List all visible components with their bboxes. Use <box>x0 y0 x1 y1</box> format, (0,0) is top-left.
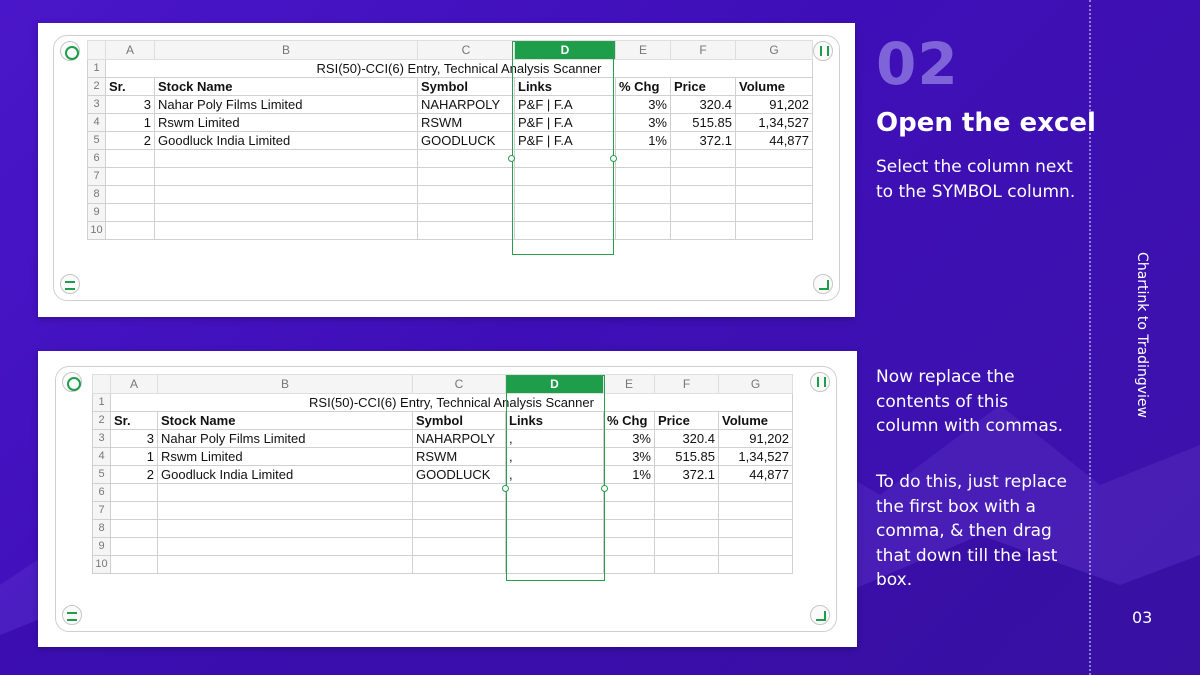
cell[interactable] <box>155 222 418 240</box>
cell[interactable]: P&F | F.A <box>515 132 616 150</box>
cell[interactable] <box>719 502 793 520</box>
cell[interactable]: 320.4 <box>655 430 719 448</box>
table-row <box>88 186 813 204</box>
cell[interactable] <box>604 484 655 502</box>
cell[interactable]: 3 <box>106 96 155 114</box>
column-header-row <box>93 375 793 394</box>
header-cell[interactable]: Price <box>655 412 719 430</box>
comma-cell[interactable]: , <box>506 466 604 484</box>
column-header-g[interactable]: G <box>719 375 793 394</box>
cell[interactable] <box>655 556 719 574</box>
table-row <box>88 114 813 132</box>
cell[interactable] <box>111 556 158 574</box>
column-header-f[interactable]: F <box>655 375 719 394</box>
cell[interactable]: 515.85 <box>671 114 736 132</box>
cell[interactable] <box>111 538 158 556</box>
cell[interactable] <box>158 484 413 502</box>
cell[interactable] <box>111 484 158 502</box>
cell[interactable]: 3% <box>616 114 671 132</box>
cell[interactable] <box>719 538 793 556</box>
resize-corner-icon[interactable] <box>810 605 830 625</box>
cell[interactable] <box>418 150 515 168</box>
row-number[interactable]: 9 <box>93 538 111 556</box>
header-cell[interactable]: Links <box>506 412 604 430</box>
cell[interactable] <box>671 168 736 186</box>
cell[interactable] <box>506 556 604 574</box>
header-cell[interactable]: Price <box>671 78 736 96</box>
column-header-b[interactable]: B <box>155 41 418 60</box>
cell[interactable]: 3 <box>111 430 158 448</box>
cell[interactable]: 2 <box>111 466 158 484</box>
cell[interactable] <box>413 502 506 520</box>
cell[interactable] <box>158 538 413 556</box>
step-number: 02 <box>876 30 959 98</box>
table-row <box>88 168 813 186</box>
cell[interactable]: 44,877 <box>719 466 793 484</box>
step-heading: Open the excel <box>876 108 1096 138</box>
cell[interactable] <box>413 484 506 502</box>
cell[interactable] <box>655 538 719 556</box>
cell[interactable] <box>506 484 604 502</box>
cell[interactable]: 1% <box>616 132 671 150</box>
row-number[interactable]: 10 <box>93 556 111 574</box>
instruction-select-column: Select the column next to the SYMBOL column. <box>876 157 1076 202</box>
cell[interactable] <box>111 502 158 520</box>
column-header-a[interactable]: A <box>106 41 155 60</box>
selection-handle[interactable] <box>502 485 509 492</box>
cell[interactable] <box>413 556 506 574</box>
comma-cell[interactable]: , <box>506 430 604 448</box>
cell[interactable] <box>616 186 671 204</box>
cell[interactable] <box>418 186 515 204</box>
row-number[interactable]: 6 <box>93 484 111 502</box>
cell[interactable]: 91,202 <box>736 96 813 114</box>
header-cell[interactable]: Volume <box>719 412 793 430</box>
column-header-g[interactable]: G <box>736 41 813 60</box>
row-number[interactable]: 3 <box>93 430 111 448</box>
cell[interactable] <box>413 520 506 538</box>
header-cell[interactable]: Sr. <box>111 412 158 430</box>
cell[interactable]: 372.1 <box>671 132 736 150</box>
table-row <box>88 150 813 168</box>
cell[interactable] <box>106 204 155 222</box>
freeze-rows-icon[interactable] <box>62 605 82 625</box>
header-cell[interactable]: Symbol <box>418 78 515 96</box>
corner-cell <box>93 375 111 394</box>
table-row <box>88 222 813 240</box>
header-cell[interactable]: Links <box>515 78 616 96</box>
sheet-title-cell[interactable]: RSI(50)-CCI(6) Entry, Technical Analysis Scanner <box>111 394 793 412</box>
freeze-rows-icon[interactable] <box>60 274 80 294</box>
column-header-d-selected[interactable]: D <box>515 41 616 60</box>
cell[interactable] <box>515 222 616 240</box>
cell[interactable]: Nahar Poly Films Limited <box>155 96 418 114</box>
header-cell[interactable]: % Chg <box>604 412 655 430</box>
instruction-replace-commas: Now replace the contents of this column with commas. <box>876 367 1063 436</box>
cell[interactable] <box>106 168 155 186</box>
cell[interactable]: 91,202 <box>719 430 793 448</box>
sheet-title-cell[interactable]: RSI(50)-CCI(6) Entry, Technical Analysis Scanner <box>106 60 813 78</box>
table-row <box>93 394 793 412</box>
row-number[interactable]: 7 <box>93 502 111 520</box>
cell[interactable]: RSWM <box>418 114 515 132</box>
header-cell[interactable]: Symbol <box>413 412 506 430</box>
table-row <box>93 466 793 484</box>
dotted-divider <box>1089 0 1091 675</box>
select-all-icon[interactable] <box>62 372 82 392</box>
cell[interactable] <box>604 538 655 556</box>
column-header-f[interactable]: F <box>671 41 736 60</box>
cell[interactable] <box>515 150 616 168</box>
excel-screenshot-before <box>38 23 855 317</box>
cell[interactable] <box>604 502 655 520</box>
cell[interactable]: 1 <box>106 114 155 132</box>
freeze-columns-icon[interactable] <box>813 41 833 61</box>
column-header-e[interactable]: E <box>616 41 671 60</box>
header-cell[interactable]: Volume <box>736 78 813 96</box>
cell[interactable] <box>413 538 506 556</box>
row-number[interactable]: 7 <box>88 168 106 186</box>
column-header-b[interactable]: B <box>158 375 413 394</box>
column-header-c[interactable]: C <box>418 41 515 60</box>
cell[interactable] <box>719 556 793 574</box>
corner-cell <box>88 41 106 60</box>
row-number[interactable]: 8 <box>88 186 106 204</box>
cell[interactable]: 1,34,527 <box>736 114 813 132</box>
column-header-e[interactable]: E <box>604 375 655 394</box>
header-cell[interactable]: Sr. <box>106 78 155 96</box>
cell[interactable] <box>616 222 671 240</box>
cell[interactable] <box>719 520 793 538</box>
cell[interactable] <box>418 168 515 186</box>
row-number[interactable]: 6 <box>88 150 106 168</box>
header-cell[interactable]: Stock Name <box>158 412 413 430</box>
cell[interactable] <box>418 222 515 240</box>
cell[interactable] <box>158 556 413 574</box>
cell[interactable]: 372.1 <box>655 466 719 484</box>
cell[interactable] <box>155 204 418 222</box>
cell[interactable] <box>418 204 515 222</box>
cell[interactable] <box>671 150 736 168</box>
cell[interactable]: 2 <box>106 132 155 150</box>
row-number[interactable]: 3 <box>88 96 106 114</box>
cell[interactable] <box>719 484 793 502</box>
cell[interactable]: Goodluck India Limited <box>158 466 413 484</box>
instruction-drag-down: To do this, just replace the first box with a comma, & then drag that down till the last box. <box>876 472 1067 590</box>
selection-handle[interactable] <box>508 155 515 162</box>
row-number[interactable]: 2 <box>93 412 111 430</box>
spreadsheet-window <box>55 366 837 632</box>
cell[interactable] <box>506 520 604 538</box>
cell[interactable] <box>106 150 155 168</box>
cell[interactable] <box>515 204 616 222</box>
table-row <box>88 132 813 150</box>
cell[interactable] <box>604 520 655 538</box>
row-number[interactable]: 5 <box>93 466 111 484</box>
row-number[interactable]: 4 <box>93 448 111 466</box>
header-cell[interactable]: % Chg <box>616 78 671 96</box>
column-header-row <box>88 41 813 60</box>
cell[interactable]: GOODLUCK <box>413 466 506 484</box>
cell[interactable] <box>155 150 418 168</box>
cell[interactable] <box>106 186 155 204</box>
selection-handle[interactable] <box>601 485 608 492</box>
cell[interactable] <box>158 502 413 520</box>
excel-screenshot-after <box>38 351 857 647</box>
row-number[interactable]: 4 <box>88 114 106 132</box>
cell[interactable] <box>616 150 671 168</box>
table-row <box>93 538 793 556</box>
table-row <box>93 484 793 502</box>
table-row <box>88 96 813 114</box>
cell[interactable]: 320.4 <box>671 96 736 114</box>
table-row <box>93 430 793 448</box>
cell[interactable]: 3% <box>604 430 655 448</box>
cell[interactable] <box>655 502 719 520</box>
header-cell[interactable]: Stock Name <box>155 78 418 96</box>
row-number[interactable]: 10 <box>88 222 106 240</box>
cell[interactable] <box>506 502 604 520</box>
row-number[interactable]: 2 <box>88 78 106 96</box>
cell[interactable] <box>616 168 671 186</box>
column-header-d-selected[interactable]: D <box>506 375 604 394</box>
cell[interactable] <box>158 520 413 538</box>
cell[interactable]: NAHARPOLY <box>413 430 506 448</box>
cell[interactable]: Rswm Limited <box>155 114 418 132</box>
cell[interactable] <box>671 222 736 240</box>
row-number[interactable]: 1 <box>93 394 111 412</box>
row-number[interactable]: 5 <box>88 132 106 150</box>
table-row <box>88 60 813 78</box>
cell[interactable] <box>515 186 616 204</box>
spreadsheet-grid <box>87 40 813 240</box>
cell[interactable]: P&F | F.A <box>515 96 616 114</box>
cell[interactable] <box>506 538 604 556</box>
cell[interactable]: GOODLUCK <box>418 132 515 150</box>
row-number[interactable]: 9 <box>88 204 106 222</box>
table-row <box>93 412 793 430</box>
cell[interactable]: 1 <box>111 448 158 466</box>
cell[interactable] <box>155 168 418 186</box>
cell[interactable]: 515.85 <box>655 448 719 466</box>
column-header-c[interactable]: C <box>413 375 506 394</box>
table-row <box>93 502 793 520</box>
cell[interactable] <box>736 186 813 204</box>
table-row <box>93 556 793 574</box>
cell[interactable] <box>736 204 813 222</box>
selection-handle[interactable] <box>610 155 617 162</box>
resize-corner-icon[interactable] <box>813 274 833 294</box>
spreadsheet-grid <box>92 374 793 574</box>
cell[interactable] <box>736 168 813 186</box>
cell[interactable] <box>671 186 736 204</box>
table-row <box>93 520 793 538</box>
spreadsheet-window <box>53 35 840 301</box>
cell[interactable] <box>736 222 813 240</box>
page-number: 03 <box>1132 608 1153 627</box>
cell[interactable] <box>655 520 719 538</box>
cell[interactable]: 1% <box>604 466 655 484</box>
cell[interactable] <box>655 484 719 502</box>
cell[interactable]: 1,34,527 <box>719 448 793 466</box>
cell[interactable]: 3% <box>604 448 655 466</box>
column-header-a[interactable]: A <box>111 375 158 394</box>
cell[interactable]: Nahar Poly Films Limited <box>158 430 413 448</box>
table-row <box>88 204 813 222</box>
cell[interactable] <box>111 520 158 538</box>
table-row <box>93 448 793 466</box>
select-all-icon[interactable] <box>60 41 80 61</box>
cell[interactable]: 44,877 <box>736 132 813 150</box>
row-number[interactable]: 1 <box>88 60 106 78</box>
cell[interactable] <box>515 168 616 186</box>
cell[interactable] <box>616 204 671 222</box>
cell[interactable]: 3% <box>616 96 671 114</box>
side-label: Chartink to Tradingview <box>1134 252 1150 418</box>
freeze-columns-icon[interactable] <box>810 372 830 392</box>
cell[interactable]: Goodluck India Limited <box>155 132 418 150</box>
cell[interactable]: P&F | F.A <box>515 114 616 132</box>
cell[interactable] <box>106 222 155 240</box>
cell[interactable] <box>671 204 736 222</box>
cell[interactable]: Rswm Limited <box>158 448 413 466</box>
cell[interactable]: NAHARPOLY <box>418 96 515 114</box>
row-number[interactable]: 8 <box>93 520 111 538</box>
cell[interactable] <box>155 186 418 204</box>
comma-cell[interactable]: , <box>506 448 604 466</box>
cell[interactable] <box>604 556 655 574</box>
cell[interactable]: RSWM <box>413 448 506 466</box>
cell[interactable] <box>736 150 813 168</box>
table-row <box>88 78 813 96</box>
